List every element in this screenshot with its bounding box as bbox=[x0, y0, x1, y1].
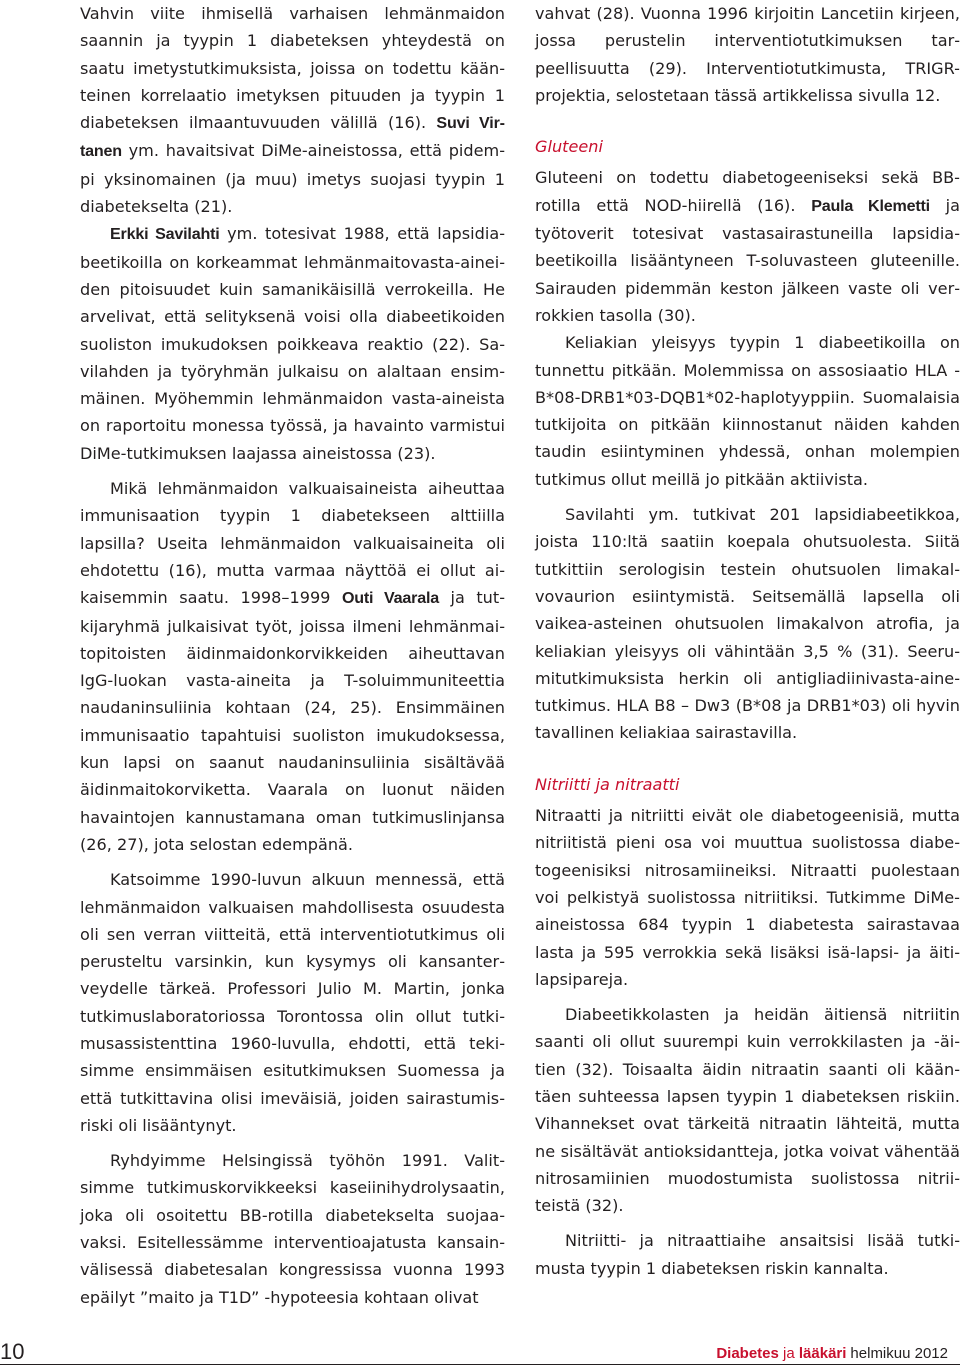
paragraph: vahvat (28). Vuonna 1996 kirjoitin Lancetiin kirjeen, jossa perustelin interventiotutkimuksen tarpeellisuutta (29). Interventiotutkimusta, TRIGR-projektia, selostetaan tässä artikkelissa sivulla 12. bbox=[535, 4, 960, 105]
paragraph: Nitraatti ja nitriitti eivät ole diabetogeenisiä, mutta nitriitistä pieni osa voi muuttua suolistossa diabetogeenisiksi nitrosamiineiksi. Nitraatti puolestaan voi pelkistyä suolistossa nitriitiksi. Tutkimme DiMe-aineistossa 684 tyypin 1 diabetesta sairastavaa lasta ja 595 verrokkia sekä lisäksi isä-lapsi- ja äitilapsipareja. bbox=[535, 806, 960, 989]
brand-diabetes: Diabetes bbox=[716, 1345, 779, 1362]
page-number: 10 bbox=[0, 1339, 25, 1364]
left-column bbox=[80, 0, 505, 1311]
text: ja työtoverit totesivat vastasairastuneilla lapsidiabeetikoilla lisääntyneen T-soluvasteen gluteenille. Sairauden pidemmän keston jälkeen vaste oli verrokkien tasolla (30). bbox=[535, 195, 960, 325]
text: ja tutkijaryhmä julkaisivat työt, joissa ilmeni lehmänmaitopitoisten äidinmaidonkorvikkeiden aiheuttavan IgG-luokan vasta-aineita ja T-soluimmuniteettia naudaninsuliinia kohtaan (24, 25). Ensimmäinen immunisaatio tapahtuisi suoliston imukudoksessa, kun lapsi on saanut naudaninsuliinia sisältävää äidinmaitokorviketta. Vaarala on luonut näiden havaintojen kannustamana oman tutkimuslinjansa (26, 27), jota selostan edempänä. bbox=[80, 588, 505, 854]
author-name: Suvi Virtanen bbox=[80, 114, 505, 161]
paragraph bbox=[535, 164, 960, 329]
section-heading-gluteeni: Gluteeni bbox=[535, 137, 603, 157]
text: Mikä lehmänmaidon valkuaisaineista aiheuttaa immunisaation tyypin 1 diabetekseen alttiilla lapsilla? Useita lehmänmaidon valkuaisaineita oli ehdotettu (16), mutta varmaa näyttöä ei ollut aikaisemmin saatu. 1998–1999 bbox=[80, 479, 505, 608]
paragraph: Ryhdyimme Helsingissä työhön 1991. Valitsimme tutkimuskorvikkeeksi kaseiinihydrolysaatin, joka oli osoitettu BB-rotilla diabetekselta suojaavaksi. Esitellessämme interventioajatusta kansainvälisessä diabetesalan kongressissa vuonna 1993 epäilyt ”maito ja T1D” -hypoteesia kohtaan olivat bbox=[80, 1151, 505, 1307]
text: Vahvin viite ihmisellä varhaisen lehmänmaidon saannin ja tyypin 1 diabeteksen yhteydestä on saatu imetystutkimuksista, joissa on todettu käänteinen korrelaatio imetyksen pituuden ja tyypin 1 diabeteksen ilmaantuvuuden välillä (16). bbox=[80, 4, 505, 133]
text: ym. havaitsivat DiMe-aineistossa, että pidempi yksinomainen (ja muu) imetys suojasi tyypin 1 diabetekselta (21). bbox=[80, 141, 505, 217]
right-column bbox=[535, 0, 960, 1282]
journal-footer bbox=[716, 1345, 948, 1363]
paragraph bbox=[80, 475, 505, 858]
author-name: Paula Klemetti bbox=[811, 196, 930, 215]
brand-laakari: lääkäri bbox=[798, 1345, 847, 1362]
author-name: Outi Vaarala bbox=[341, 589, 439, 608]
issue-date: helmikuu 2012 bbox=[850, 1345, 948, 1362]
text: ym. totesivat 1988, että lapsidiabeetikoilla on korkeammat lehmänmaitovasta-aineiden pitoisuudet kuin samanikäisillä verrokeilla. He arvelivat, että selityksenä voisi olla diabeetikoiden suoliston imukudoksen poikkeava reaktio (22). Savilahden ja työryhmän julkaisu on alaltaan ensimmäinen. Myöhemmin lehmänmaidon vasta-aineista on raportoitu monessa työssä, ja havainto varmistui DiMe-tutkimuksen laajassa aineistossa (23). bbox=[80, 224, 505, 463]
paragraph bbox=[80, 220, 505, 467]
paragraph: Katsoimme 1990-luvun alkuun mennessä, että lehmänmaidon valkuaisen mahdollisesta osuudesta oli sen verran viitteitä, että interventiotutkimus oli perusteltu varsinkin, kun kysymys oli kansanterveydelle tärkeä. Professori Julio M. Martin, jonka tutkimuslaboratoriossa Torontossa olin ollut tutkimusassistenttina 1960-luvulla, ehdotti, että tekisimme ensimmäisen esitutkimuksen Suomessa ja että tutkittavina olisi imeväisiä, joiden sairastumisriski oli lisääntynyt. bbox=[80, 870, 505, 1135]
paragraph: Diabeetikkolasten ja heidän äitiensä nitriitin saanti oli ollut suurempi kuin verrokkilasten ja -äitien (32). Toisaalta äidin nitraatin saanti oli kääntäen suhteessa lapsen tyypin 1 diabeteksen riskiin. Vihannekset ovat tärkeitä nitraatin lähteitä, mutta ne sisältävät antioksidantteja, jotka voivat vähentää nitrosamiinien muodostumista suolistossa nitriiteistä (32). bbox=[535, 1005, 960, 1216]
section-heading-nitriitti: Nitriitti ja nitraatti bbox=[535, 774, 680, 794]
paragraph: Keliakian yleisyys tyypin 1 diabeetikoilla on tunnettu pitkään. Molemmissa on assosiaatio HLA -B*08-DRB1*03-DQB1*02-haplotyyppiin. Suomalaisia tutkijoita on pitkään kiinnostanut näiden kahden taudin esiintyminen yhdessä, onhan molempien tutkimus ollut meillä jo pitkään aktiivista. bbox=[535, 333, 960, 489]
brand-ja: ja bbox=[778, 1345, 799, 1362]
author-name: Erkki Savilahti bbox=[110, 225, 220, 244]
paragraph: Nitriitti- ja nitraattiaihe ansaitsisi lisää tutkimusta tyypin 1 diabeteksen riskin kannalta. bbox=[535, 1231, 960, 1278]
text: Gluteeni on todettu diabetogeeniseksi sekä BB-rotilla että NOD-hiirellä (16). bbox=[535, 168, 960, 215]
paragraph bbox=[80, 0, 505, 220]
paragraph: Savilahti ym. tutkivat 201 lapsidiabeetikkoa, joista 110:ltä saatiin koepala ohutsuolesta. Siitä tutkittiin serologisin testein ohutsuolen limakalvovaurion esiintymistä. Seitsemällä lapsella oli vaikea-asteinen ohutsuolen limakalvon atrofia, ja keliakian yleisyys oli vähintään 3,5 % (31). Seerumitutkimuksista herkin oli antigliadiinivasta-ainetutkimus. HLA B8 – Dw3 (B*08 ja DRB1*03) oli hyvin tavallinen keliakiaa sairastavilla. bbox=[535, 505, 960, 743]
